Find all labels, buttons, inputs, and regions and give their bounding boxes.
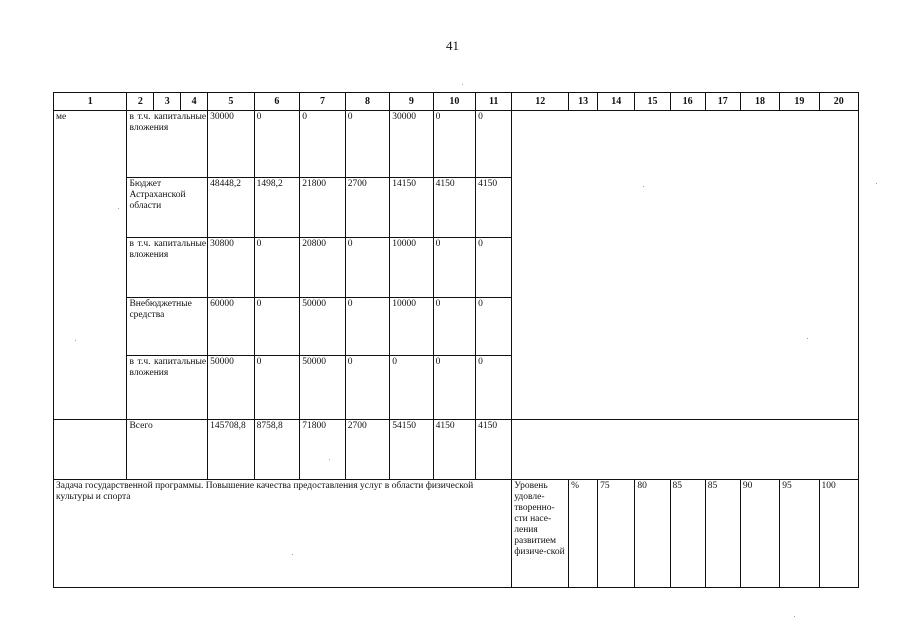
- scan-speck: [329, 459, 330, 460]
- header-row: [54, 93, 859, 111]
- total-row: [54, 420, 859, 480]
- cell-value: 50000: [300, 356, 346, 420]
- cell-value: 0: [433, 298, 475, 356]
- cell-value: 20800: [300, 238, 346, 298]
- cell-value: 4150: [476, 420, 512, 480]
- cell-value: 14150: [390, 178, 433, 238]
- col-header: 3: [154, 93, 181, 111]
- scan-speck: [118, 208, 119, 209]
- indicator-value: 100: [819, 480, 858, 588]
- row-name: в т.ч. капитальные вложения: [127, 238, 208, 298]
- col-header: 5: [208, 93, 255, 111]
- col-header: 11: [476, 93, 512, 111]
- indicator-unit: %: [569, 480, 598, 588]
- cell-value: 0: [476, 238, 512, 298]
- cell-value: 0: [300, 111, 346, 178]
- col-header: 6: [254, 93, 300, 111]
- cell-value: 21800: [300, 178, 346, 238]
- col-header: 12: [512, 93, 569, 111]
- cell-value: 0: [345, 298, 389, 356]
- indicator-value: 80: [635, 480, 670, 588]
- cell-value: 0: [433, 356, 475, 420]
- row-name: Бюджет Астраханской области: [127, 178, 208, 238]
- cell-value: 2700: [345, 178, 389, 238]
- col-header: 20: [819, 93, 858, 111]
- indicator-name: Уровень удовле-творенно-сти насе-ления развитием физиче-ской: [512, 480, 569, 588]
- indicator-value: 85: [705, 480, 740, 588]
- cell-value: 8758,8: [254, 420, 300, 480]
- cell-value: 10000: [390, 298, 433, 356]
- col-header: 15: [635, 93, 670, 111]
- row-category: ме: [54, 111, 127, 420]
- row-name: в т.ч. капитальные вложения: [127, 356, 208, 420]
- cell-value: 0: [254, 298, 300, 356]
- cell-value: 0: [433, 238, 475, 298]
- cell-value: 0: [254, 356, 300, 420]
- cell-value: 30000: [208, 111, 255, 178]
- cell-value: 145708,8: [208, 420, 255, 480]
- row-name: в т.ч. капитальные вложения: [127, 111, 208, 178]
- blank-indicator-area: [512, 111, 859, 420]
- col-header: 14: [598, 93, 635, 111]
- cell-value: 60000: [208, 298, 255, 356]
- scan-speck: [807, 338, 808, 339]
- cell-value: 0: [345, 111, 389, 178]
- col-header: 19: [780, 93, 819, 111]
- cell-value: 0: [254, 111, 300, 178]
- cell-value: 48448,2: [208, 178, 255, 238]
- cell-value: 54150: [390, 420, 433, 480]
- cell-value: 50000: [208, 356, 255, 420]
- col-header: 7: [300, 93, 346, 111]
- scan-speck: [292, 554, 293, 555]
- cell-value: 30000: [390, 111, 433, 178]
- cell-value: 0: [390, 356, 433, 420]
- col-header: 10: [433, 93, 475, 111]
- scan-speck: [876, 183, 877, 184]
- col-header: 13: [569, 93, 598, 111]
- row-name: Всего: [127, 420, 208, 480]
- scan-speck: [794, 616, 795, 617]
- task-row: [54, 480, 859, 588]
- scan-speck: [75, 340, 76, 341]
- indicator-value: 75: [598, 480, 635, 588]
- col-header: 1: [54, 93, 127, 111]
- row-category-empty: [54, 420, 127, 480]
- scan-speck: [643, 186, 644, 187]
- scan-speck: [462, 84, 463, 85]
- cell-value: 4150: [433, 178, 475, 238]
- col-header: 18: [740, 93, 779, 111]
- cell-value: 2700: [345, 420, 389, 480]
- col-header: 4: [181, 93, 208, 111]
- cell-value: 30800: [208, 238, 255, 298]
- indicator-value: 95: [780, 480, 819, 588]
- col-header: 9: [390, 93, 433, 111]
- row-name: Внебюджетные средства: [127, 298, 208, 356]
- cell-value: 0: [476, 356, 512, 420]
- table-row: [54, 111, 859, 178]
- col-header: 8: [345, 93, 389, 111]
- blank-indicator-area: [512, 420, 859, 480]
- task-description: Задача государственной программы. Повышение качества предоставления услуг в области физической культуры и спорта: [54, 480, 512, 588]
- indicator-value: 90: [740, 480, 779, 588]
- col-header: 2: [127, 93, 154, 111]
- cell-value: 4150: [476, 178, 512, 238]
- cell-value: 0: [476, 111, 512, 178]
- col-header: 17: [705, 93, 740, 111]
- page-number: 41: [446, 38, 459, 53]
- cell-value: 10000: [390, 238, 433, 298]
- cell-value: 0: [433, 111, 475, 178]
- cell-value: 1498,2: [254, 178, 300, 238]
- cell-value: 71800: [300, 420, 346, 480]
- col-header: 16: [670, 93, 705, 111]
- cell-value: 0: [345, 238, 389, 298]
- cell-value: 0: [476, 298, 512, 356]
- cell-value: 0: [254, 238, 300, 298]
- cell-value: 0: [345, 356, 389, 420]
- cell-value: 4150: [433, 420, 475, 480]
- cell-value: 50000: [300, 298, 346, 356]
- budget-table: [53, 92, 859, 588]
- indicator-value: 85: [670, 480, 705, 588]
